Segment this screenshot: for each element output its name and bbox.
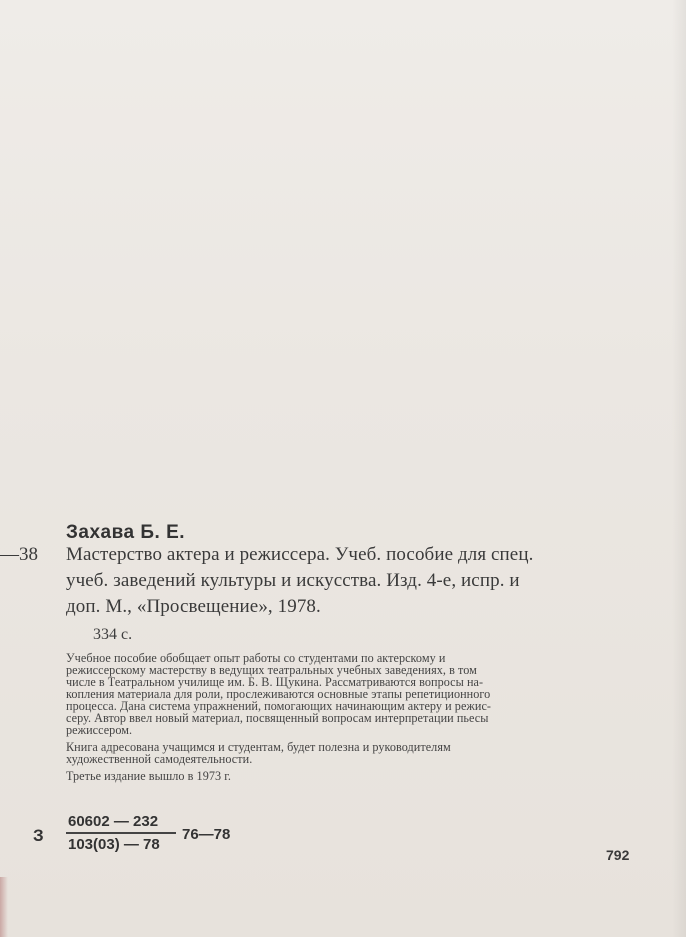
- index-fraction-bar: [66, 832, 176, 834]
- audience-line: художественной самодеятельности.: [66, 752, 253, 766]
- title-line: учеб. заведений культуры и искусства. Изд. 4-е, испр. и: [66, 570, 520, 591]
- udc-code: 792: [606, 847, 630, 863]
- audience-line: Книга адресована учащимся и студентам, будет полезна и руководителям: [66, 740, 451, 754]
- index-prefix: З: [33, 826, 44, 845]
- title-line: Мастерство актера и режиссера. Учеб. пособие для спец.: [66, 544, 534, 565]
- author-name: Захава Б. Е.: [66, 522, 186, 543]
- page-corner-mark: [0, 877, 8, 937]
- index-denominator: 103(03) — 78: [68, 836, 160, 853]
- index-numerator: 60602 — 232: [68, 813, 159, 830]
- abstract-line: процесса. Дана система упражнений, помогающих начинающим актеру и режис-: [66, 699, 492, 713]
- title-line: доп. М., «Просвещение», 1978.: [66, 596, 321, 617]
- page-edge-shadow: [672, 0, 686, 937]
- index-suffix: 76—78: [182, 826, 231, 843]
- abstract-line: копления материала для роли, прослеживаются основные этапы репетиционного: [66, 687, 491, 701]
- catalog-code: —38: [0, 544, 38, 565]
- previous-edition-note: Третье издание вышло в 1973 г.: [66, 769, 231, 783]
- abstract-line: режиссерскому мастерству в ведущих театральных учебных заведениях, в том: [66, 663, 477, 677]
- abstract-line: числе в Театральном училище им. Б. В. Щукина. Рассматриваются вопросы на-: [66, 675, 484, 689]
- abstract-line: режиссером.: [66, 723, 133, 737]
- abstract-line: Учебное пособие обобщает опыт работы со студентами по актерскому и: [66, 651, 446, 665]
- abstract-line: серу. Автор ввел новый материал, посвященный вопросам интерпретации пьесы: [66, 711, 489, 725]
- page-count: 334 с.: [93, 626, 133, 643]
